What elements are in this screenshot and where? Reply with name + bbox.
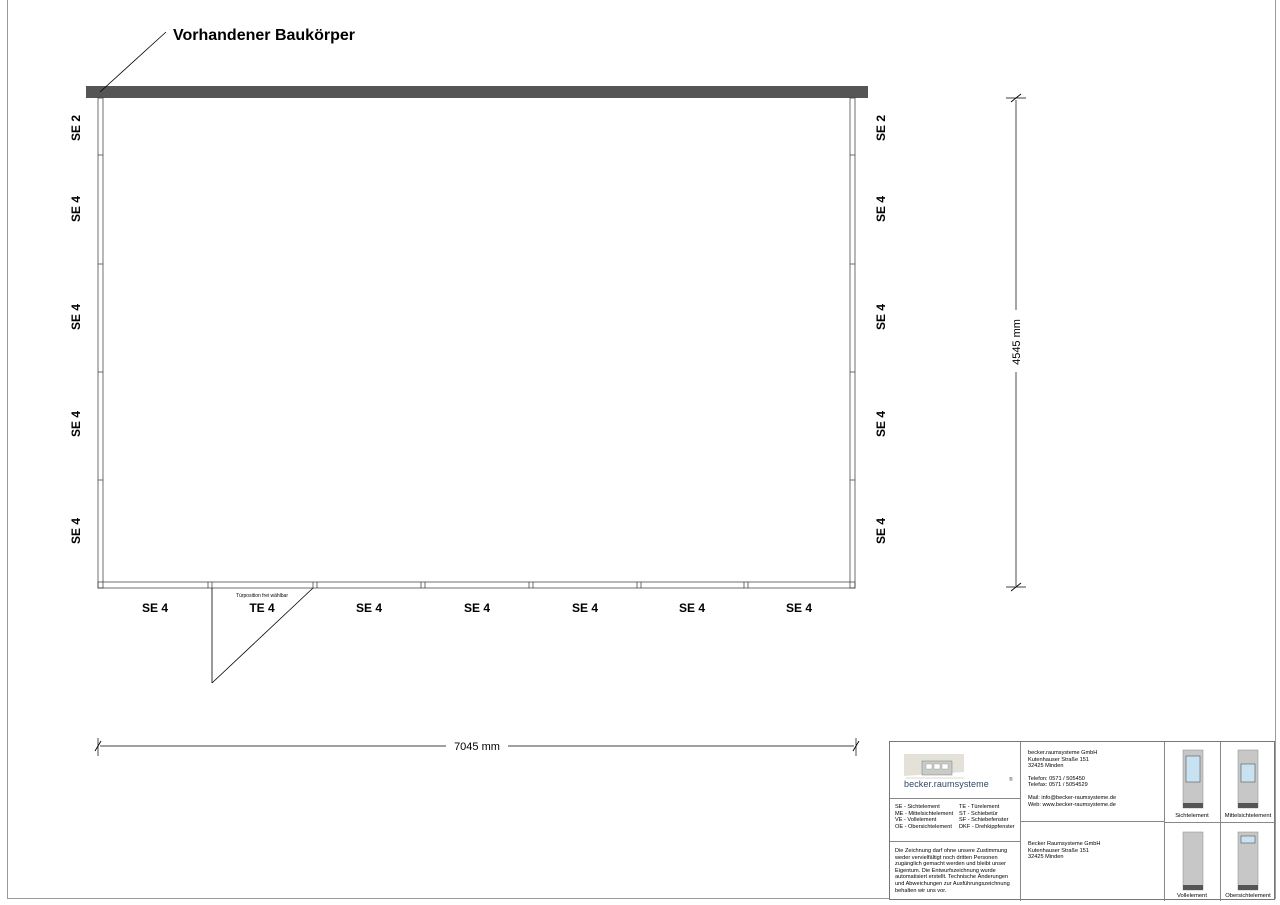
bottom-label: SE 4 (678, 601, 706, 615)
sichtelement-icon (1180, 748, 1206, 810)
bottom-label: SE 4 (355, 601, 383, 615)
company-city: 32425 Minden (1028, 763, 1064, 770)
company-fax: Telefax: 0571 / 5054529 (1028, 782, 1088, 789)
legend-item: ME - Mittelsichtelement (895, 810, 954, 817)
right-label: SE 2 (874, 114, 888, 142)
legend-item: OE - Obersichtelement (895, 823, 952, 830)
legend-item: DKF - Drehkippfenster (959, 823, 1015, 830)
leader-line (100, 32, 166, 92)
legend-item: TE - Türelement (959, 804, 1000, 810)
company-street: Kutenhauser Straße 151 (1028, 756, 1089, 763)
customer-name: Becker Raumsysteme GmbH (1028, 841, 1101, 847)
customer-address (1028, 841, 1162, 861)
bottom-label: SE 4 (785, 601, 813, 615)
door-note: Türposition frei wählbar (236, 593, 288, 599)
right-label: SE 4 (874, 195, 888, 223)
left-label: SE 4 (69, 410, 83, 438)
right-label: SE 4 (874, 410, 888, 438)
left-label: SE 4 (69, 303, 83, 331)
existing-building-label: Vorhandener Baukörper (173, 27, 355, 44)
element-caption: Mittelsichtelement (1224, 813, 1272, 819)
vollelement-icon (1180, 830, 1206, 892)
mittelsichtelement-icon (1235, 748, 1261, 810)
existing-building-wall (86, 86, 868, 98)
bottom-label: TE 4 (249, 601, 275, 615)
company-address (1028, 750, 1162, 808)
obersichtelement-icon (1235, 830, 1261, 892)
bottom-label: SE 4 (141, 601, 169, 615)
element-caption: Sichtelement (1175, 813, 1209, 819)
width-dimension: 7045 mm (454, 741, 500, 753)
right-label: SE 4 (874, 517, 888, 545)
legend-item: SF - Schiebefenster (959, 817, 1009, 824)
left-label: SE 2 (69, 114, 83, 142)
company-web: Web: www.becker-raumsysteme.de (1028, 801, 1116, 808)
legend-item: ST - Schiebetür (959, 810, 998, 817)
left-label: SE 4 (69, 517, 83, 545)
company-mail: Mail: info@becker-raumsysteme.de (1028, 794, 1117, 801)
company-logo (894, 746, 1016, 796)
bottom-label: SE 4 (463, 601, 491, 615)
customer-city: 32425 Minden (1028, 854, 1064, 861)
logo-registered: ® (1009, 777, 1013, 783)
element-caption: Obersichtelement (1225, 893, 1271, 899)
bottom-label: SE 4 (571, 601, 599, 615)
logo-text: becker.raumsysteme (904, 779, 989, 789)
left-wall (98, 98, 103, 588)
right-label: SE 4 (874, 303, 888, 331)
left-label: SE 4 (69, 195, 83, 223)
company-phone: Telefon: 0571 / 505450 (1028, 775, 1085, 782)
customer-street: Kutenhauser Straße 151 (1028, 847, 1089, 854)
element-caption: Vollelement (1177, 893, 1207, 899)
bottom-wall (98, 582, 855, 588)
company-name: becker.raumsysteme GmbH (1028, 750, 1098, 756)
depth-dimension: 4545 mm (1011, 319, 1023, 365)
legend-item: SE - Sichtelement (895, 804, 940, 810)
legend-item: VE - Vollelement (895, 817, 937, 824)
disclaimer: Die Zeichnung darf ohne unsere Zustimmung weder vervielfältigt noch dritten Personen zugänglich gemacht werden und bleibt unser Eigentum. Die Entwurfszeichnung wurde automatisiert erstellt. Technische Änderungen und Abweichungen zur Ausführungszeichnung behalten wir uns vor. (895, 848, 1010, 894)
right-wall (850, 98, 855, 588)
title-block (889, 741, 1275, 900)
